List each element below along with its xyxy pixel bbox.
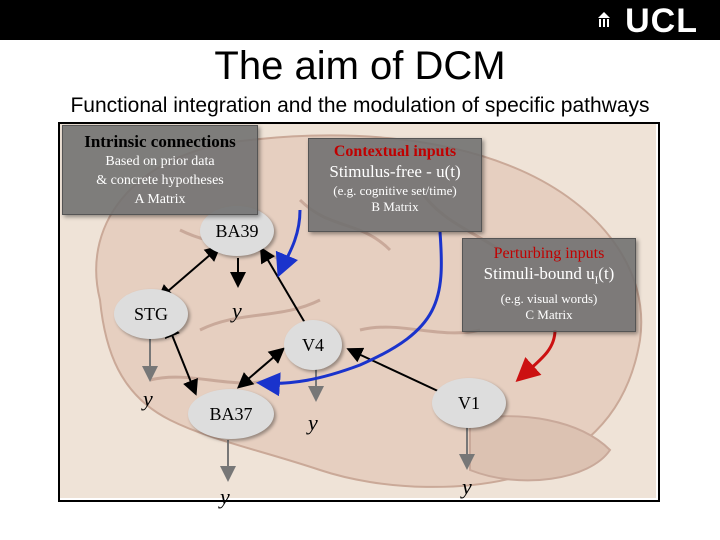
- output-y-ba39: y: [232, 298, 242, 323]
- perturbing-line3: C Matrix: [525, 307, 573, 323]
- intrinsic-line2: & concrete hypotheses: [96, 173, 224, 188]
- perturbing-line2: (e.g. visual words): [500, 291, 598, 307]
- node-stg: STG: [114, 289, 188, 339]
- perturbing-line1-subscript: I: [594, 274, 599, 287]
- slide-title: The aim of DCM: [214, 44, 506, 88]
- contextual-line2: (e.g. cognitive set/time): [333, 183, 457, 198]
- contextual-inputs-box: [308, 138, 482, 232]
- contextual-heading: Contextual inputs: [333, 143, 457, 160]
- contextual-line1: Stimulus-free - u(t): [329, 162, 461, 181]
- perturbing-line1-end: (t): [598, 264, 615, 283]
- node-ba37: BA37: [188, 389, 274, 439]
- perturbing-inputs-box: [462, 238, 636, 332]
- perturbing-line1-text: Stimuli-bound u: [483, 264, 595, 283]
- perturbing-heading: Perturbing inputs: [493, 245, 605, 262]
- intrinsic-heading: Intrinsic connections: [84, 132, 236, 151]
- node-v4: V4: [284, 320, 342, 370]
- intrinsic-line1: Based on prior data: [105, 154, 215, 169]
- output-y-v4: y: [308, 410, 318, 435]
- slide-subtitle: Functional integration and the modulation of specific pathways: [70, 94, 650, 117]
- ucl-logo: UCL: [625, 2, 698, 40]
- intrinsic-line3: A Matrix: [134, 192, 186, 207]
- output-y-ba37: y: [220, 484, 230, 509]
- perturbing-line1: [463, 263, 635, 291]
- node-v1: V1: [432, 378, 506, 428]
- output-y-v1: y: [462, 474, 472, 499]
- intrinsic-connections-box: [62, 125, 258, 215]
- node-ba39: BA39: [200, 206, 274, 256]
- output-y-stg: y: [143, 386, 153, 411]
- contextual-line3: B Matrix: [371, 199, 419, 214]
